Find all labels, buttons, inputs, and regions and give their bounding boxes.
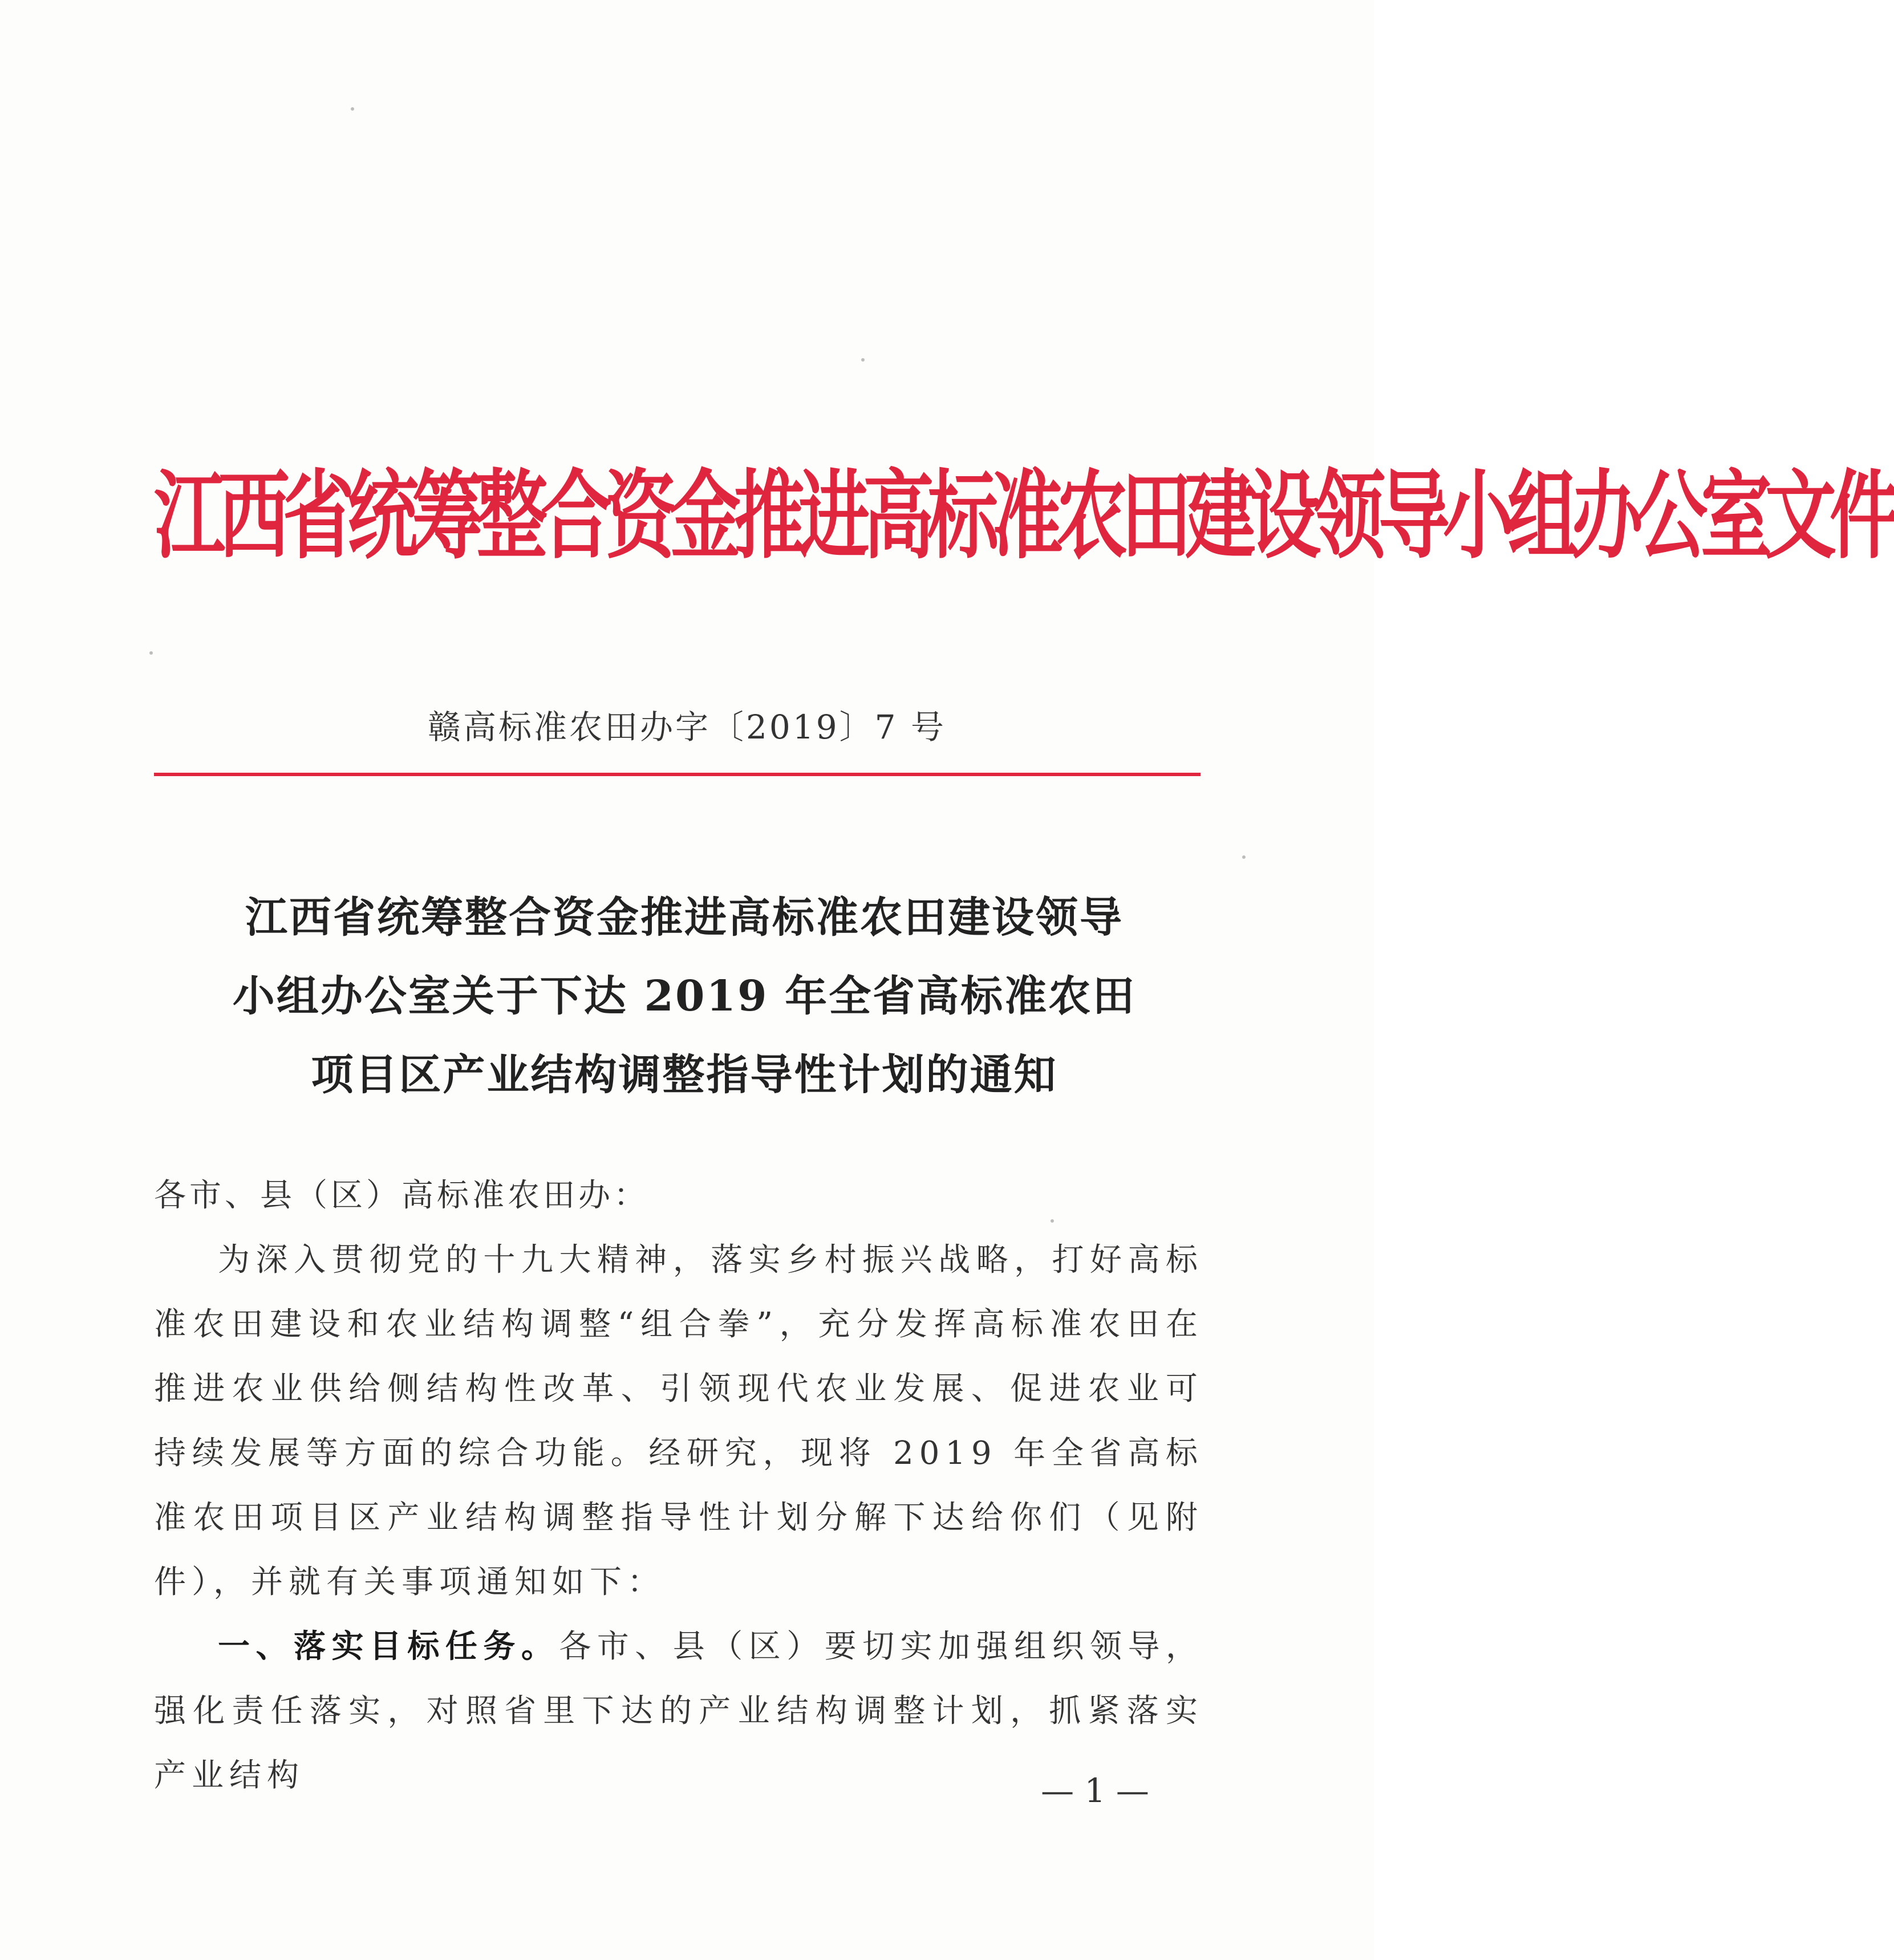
paragraph-intro: 为深入贯彻党的十九大精神，落实乡村振兴战略，打好高标准农田建设和农业结构调整“组合拳”，充分发挥高标准农田在推进农业供给侧结构性改革、引领现代农业发展、促进农业可持续发展等方面的综合功能。经研究，现将 2019 年全省高标准农田项目区产业结构调整指导性计划分解下达给你们（见附件），并就有关事项通知如下： — [154, 1241, 1203, 1601]
scan-speck — [1242, 855, 1246, 859]
document-title — [114, 878, 1255, 1114]
page-number: — 1 — — [1041, 1771, 1149, 1810]
scan-speck — [861, 358, 865, 362]
title-line-1: 江西省统筹整合资金推进高标准农田建设领导 — [245, 893, 1124, 942]
scan-speck — [351, 107, 354, 111]
document-body — [154, 1163, 1203, 1808]
document-number: 赣高标准农田办字〔2019〕7 号 — [428, 708, 946, 746]
red-divider-line — [154, 773, 1201, 776]
salutation: 各市、县（区）高标准农田办： — [154, 1177, 649, 1214]
title-line-3: 项目区产业结构调整指导性计划的通知 — [311, 1050, 1058, 1099]
section-1-heading: 一、落实目标任务。 — [218, 1628, 559, 1665]
issuer-header: 江西省统筹整合资金推进高标准农田建设领导小组办公室文件 — [154, 460, 1894, 573]
scan-speck — [149, 651, 153, 655]
section-1-text: 各市、县（区）要切实加强组织领导，强化责任落实，对照省里下达的产业结构调整计划，抓紧落实产业结构 — [154, 1628, 1204, 1794]
scan-speck — [1051, 1219, 1054, 1223]
title-line-2: 小组办公室关于下达 2019 年全省高标准农田 — [232, 972, 1137, 1021]
